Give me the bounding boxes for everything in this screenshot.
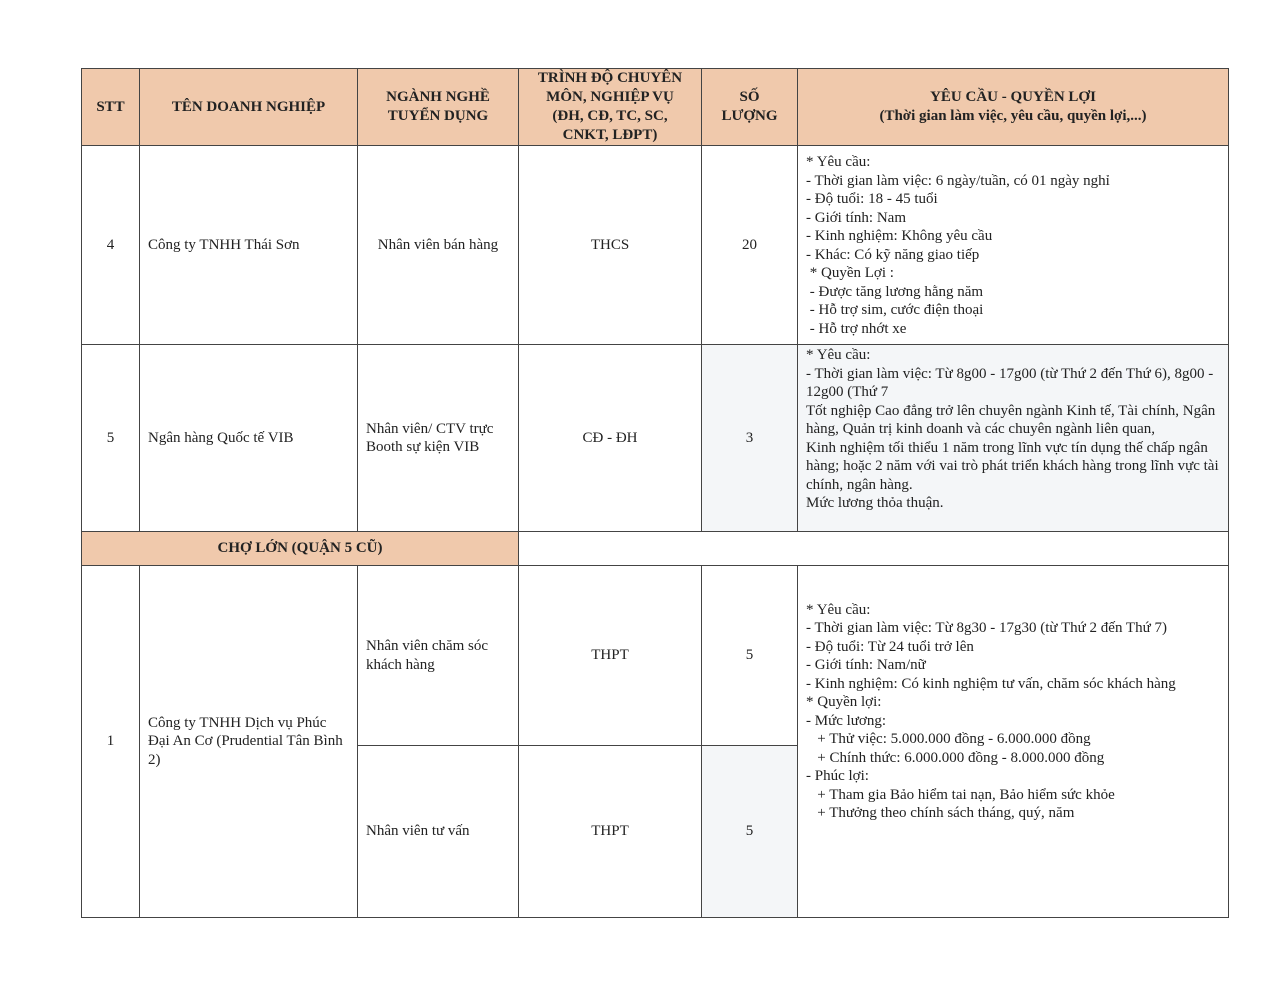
row-level: THCS xyxy=(519,146,702,345)
table-row xyxy=(82,566,1229,746)
requirement-line: Mức lương thỏa thuận. xyxy=(806,495,944,511)
requirement-line: * Yêu cầu: xyxy=(806,347,871,363)
requirement-line: - Kinh nghiệm: Có kinh nghiệm tư vấn, chăm sóc khách hàng xyxy=(806,675,1176,692)
row-company: Công ty TNHH Dịch vụ Phúc Đại An Cơ (Prudential Tân Bình 2) xyxy=(140,566,358,918)
section-row xyxy=(82,532,1229,566)
header-requirements-title: YÊU CẦU - QUYỀN LỢI xyxy=(930,89,1096,105)
requirement-line: - Hỗ trợ nhớt xe xyxy=(806,320,907,337)
requirement-line: - Mức lương: xyxy=(806,712,887,729)
row-count: 5 xyxy=(702,566,798,746)
header-count: SỐ LƯỢNG xyxy=(702,69,798,146)
row-requirements xyxy=(798,566,1229,918)
requirement-line: - Được tăng lương hằng năm xyxy=(806,283,984,300)
requirement-line: - Hỗ trợ sim, cước điện thoại xyxy=(806,302,984,318)
requirement-line: - Độ tuổi: Từ 24 tuổi trở lên xyxy=(806,638,974,655)
requirement-line: - Thời gian làm việc: Từ 8g00 - 17g00 (từ Thứ 2 đến Thứ 6), 8g00 - 12g00 (Thứ 7 xyxy=(806,365,1217,400)
header-level: TRÌNH ĐỘ CHUYÊN MÔN, NGHIỆP VỤ (ĐH, CĐ, TC, SC, CNKT, LĐPT) xyxy=(519,69,702,146)
row-stt: 1 xyxy=(82,566,140,918)
row-job: Nhân viên/ CTV trực Booth sự kiện VIB xyxy=(358,345,519,532)
row-count: 5 xyxy=(702,746,798,918)
recruitment-table xyxy=(81,68,1229,918)
header-stt: STT xyxy=(82,69,140,146)
row-job: Nhân viên bán hàng xyxy=(358,146,519,345)
requirement-line: - Kinh nghiệm: Không yêu cầu xyxy=(806,228,993,244)
row-count: 3 xyxy=(702,345,798,532)
requirement-line: - Khác: Có kỹ năng giao tiếp xyxy=(806,246,980,263)
row-level: CĐ - ĐH xyxy=(519,345,702,532)
requirement-line: * Quyền lợi: xyxy=(806,694,882,710)
header-job: NGÀNH NGHỀ TUYỂN DỤNG xyxy=(358,69,519,146)
header-company: TÊN DOANH NGHIỆP xyxy=(140,69,358,146)
requirement-line: Kinh nghiệm tối thiểu 1 năm trong lĩnh vực tín dụng thế chấp ngân hàng; hoặc 2 năm với vai trò phát triển khách hàng trong lĩnh vực tài chính, ngân hàng. xyxy=(806,439,1223,493)
requirement-line: * Yêu cầu: xyxy=(806,154,871,170)
header-requirements-sub: (Thời gian làm việc, yêu cầu, quyền lợi,...) xyxy=(879,108,1147,124)
requirement-line: - Thời gian làm việc: Từ 8g30 - 17g30 (từ Thứ 2 đến Thứ 7) xyxy=(806,620,1167,636)
requirement-line: + Chính thức: 6.000.000 đồng - 8.000.000 đồng xyxy=(806,749,1105,766)
row-job: Nhân viên chăm sóc khách hàng xyxy=(358,566,519,746)
requirement-line: - Giới tính: Nam xyxy=(806,209,907,226)
requirement-line: - Thời gian làm việc: 6 ngày/tuần, có 01 ngày nghỉ xyxy=(806,172,1110,189)
requirement-line: - Độ tuổi: 18 - 45 tuổi xyxy=(806,191,938,207)
row-requirements xyxy=(798,146,1229,345)
requirement-line: + Thưởng theo chính sách tháng, quý, năm xyxy=(806,805,1075,821)
table-header-row xyxy=(82,69,1229,146)
row-requirements xyxy=(798,345,1229,532)
requirement-line: - Phúc lợi: xyxy=(806,768,869,784)
row-stt: 4 xyxy=(82,146,140,345)
requirement-line: + Tham gia Bảo hiểm tai nạn, Bảo hiểm sức khỏe xyxy=(806,786,1115,803)
table-row xyxy=(82,345,1229,532)
section-empty-cell xyxy=(519,532,1229,566)
requirement-line: Tốt nghiệp Cao đẳng trở lên chuyên ngành Kinh tế, Tài chính, Ngân hàng, Quản trị kinh doanh và các chuyên ngành liên quan, xyxy=(806,402,1219,437)
row-count: 20 xyxy=(702,146,798,345)
row-level: THPT xyxy=(519,746,702,918)
requirement-line: - Giới tính: Nam/nữ xyxy=(806,657,926,673)
section-label: CHỢ LỚN (QUẬN 5 CŨ) xyxy=(82,532,519,566)
requirement-line: + Thử việc: 5.000.000 đồng - 6.000.000 đồng xyxy=(806,731,1091,747)
requirement-line: * Quyền Lợi : xyxy=(806,265,894,281)
row-company: Công ty TNHH Thái Sơn xyxy=(140,146,358,345)
row-job: Nhân viên tư vấn xyxy=(358,746,519,918)
row-stt: 5 xyxy=(82,345,140,532)
row-company: Ngân hàng Quốc tế VIB xyxy=(140,345,358,532)
row-level: THPT xyxy=(519,566,702,746)
table-row xyxy=(82,146,1229,345)
requirement-line: * Yêu cầu: xyxy=(806,601,871,618)
header-requirements xyxy=(798,69,1229,146)
